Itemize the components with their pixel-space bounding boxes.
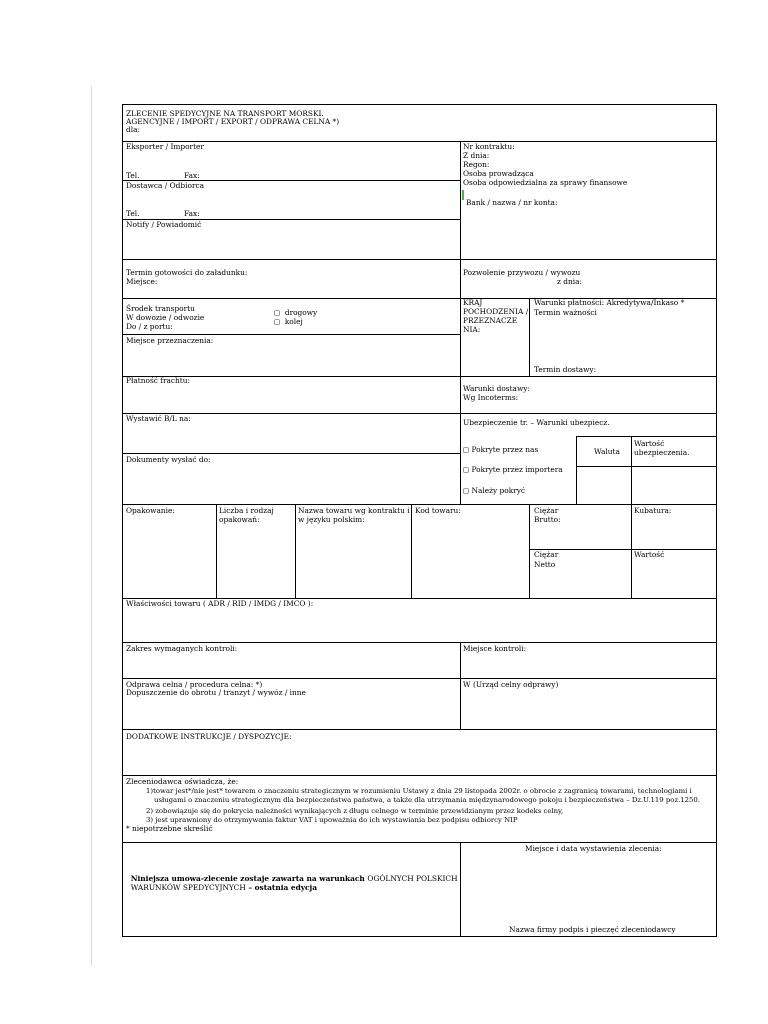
notify-label: Notify / Powiadomić: [126, 220, 202, 229]
terms-prefix: Niniejsza umowa-zlecenie zostaje zawarta na warunkach: [130, 873, 368, 883]
exporter-label: Eksporter / Importer: [126, 142, 204, 151]
documents-label: Dokumenty wysłać do:: [126, 455, 211, 464]
contract-number-label: Nr kontraktu:: [463, 142, 515, 151]
column-divider: [460, 842, 461, 937]
transport-port-label: Do / z portu:: [126, 322, 173, 331]
delivery-terms-label: Warunki dostawy:: [463, 384, 530, 393]
divider: [122, 842, 717, 843]
payment-terms-label: Warunki płatności: Akredytywa/Inkaso *: [534, 298, 685, 307]
package-count-label-1: Liczba i rodzaj: [219, 506, 274, 515]
transport-road-checkbox[interactable]: ◻ drogowy: [274, 308, 318, 317]
divider: [122, 775, 717, 776]
origin-label-2: POCHODZENIA /: [463, 307, 529, 316]
exporter-tel: Tel.: [126, 171, 140, 180]
divider: [122, 642, 717, 643]
insurance-our-checkbox[interactable]: ◻ Pokryte przez nas: [463, 445, 539, 454]
origin-label-3: PRZEZNACZE: [463, 316, 518, 325]
divider: [576, 466, 717, 467]
column-divider: [576, 436, 577, 504]
goods-value-label: Wartość: [634, 550, 665, 559]
divider: [122, 141, 717, 142]
divider: [122, 259, 717, 260]
column-divider: [460, 376, 461, 504]
contract-date-label: Z dnia:: [463, 151, 490, 160]
net-weight-label-2: Netto: [534, 560, 556, 569]
additional-instructions-label: DODATKOWE INSTRUKCJE / DYSPOZYCJE:: [126, 732, 292, 741]
incoterms-label: Wg Incoterms:: [463, 393, 519, 402]
terms-caps-2: WARUNKÓW SPEDYCYJNYCH: [130, 882, 246, 892]
transport-label: Środek transportu: [126, 304, 195, 313]
goods-code-label: Kod towaru:: [415, 506, 461, 515]
declaration-point-2: 2) zobowiązuje się do pokrycia należności wynikających z długu celnego w terminie przewidzianym przez kodeks celny,: [146, 807, 564, 815]
package-count-label-2: opakowań:: [219, 515, 260, 524]
regon-label: Regon:: [463, 160, 490, 169]
delivery-deadline-label: Termin dostawy:: [534, 365, 597, 374]
column-divider: [295, 504, 296, 598]
column-divider: [631, 504, 632, 598]
insurance-label: Ubezpieczenie tr. – Warunki ubezpiecz.: [463, 418, 610, 427]
contact-person-label: Osoba prowadząca: [463, 169, 534, 178]
validity-label: Termin ważności: [534, 308, 597, 317]
control-scope-label: Zakres wymaganych kontroli:: [126, 644, 238, 653]
destination-label: Miejsce przeznaczenia:: [126, 336, 214, 345]
form-title-line1: ZLECENIE SPEDYCYJNE NA TRANSPORT MORSKI.: [126, 109, 324, 118]
supplier-label: Dostawca / Odbiorca: [126, 181, 205, 190]
finance-person-label: Osoba odpowiedzialna za sprawy finansowe: [463, 178, 628, 187]
cursor-mark: [462, 190, 464, 200]
goods-name-label-1: Nazwa towaru wg kontraktu i: [298, 506, 410, 515]
divider: [122, 678, 717, 679]
control-place-label: Miejsce kontroli:: [463, 644, 527, 653]
declaration-point-3: 3) jest uprawniony do otrzymywania faktur VAT i upoważnia do ich wystawiania bez podpisu odbiorcy NIP: [146, 816, 518, 824]
customs-release-label: Dopuszczenie do obrotu / tranzyt / wywóz / inne: [126, 688, 306, 697]
customs-procedure-label: Odprawa celna / procedura celna: *): [126, 680, 263, 689]
declaration-point-1b: usługami o znaczeniu strategicznym dla bezpieczeństwa państwa, a także dla utrzymania międzynarodowego pokoju i bezpieczeństwa – Dz.U.119 poz.1250.: [154, 796, 700, 804]
declaration-point-1a: 1)towar jest*/nie jest* towarem o znaczeniu strategicznym w rozumieniu Ustawy z dnia 29 listopada 2002r. o obrocie z zagranicą towarami, technologiami i: [146, 787, 692, 795]
terms-line-2: [126, 875, 317, 892]
place-date-label: Miejsce i data wystawienia zlecenia:: [525, 844, 662, 853]
origin-label-1: KRAJ: [463, 298, 483, 307]
transport-rail-checkbox[interactable]: ◻ kolej: [274, 317, 303, 326]
permit-date-label: z dnia:: [557, 277, 582, 286]
insurance-currency-label: Waluta: [594, 447, 620, 456]
column-divider: [216, 504, 217, 598]
column-divider: [631, 436, 632, 504]
declaration-title: Zleceniodawca oświadcza, że:: [126, 777, 239, 786]
supplier-fax: Fax:: [184, 209, 200, 218]
insurance-value-label-1: Wartość: [634, 439, 665, 448]
insurance-required-checkbox[interactable]: ◻ Należy pokryć: [463, 486, 526, 495]
divider: [122, 729, 717, 730]
permit-label: Pozwolenie przywozu / wywozu: [463, 268, 581, 277]
terms-caps: OGÓLNYCH POLSKICH: [367, 873, 458, 883]
column-divider: [411, 504, 412, 598]
divider: [122, 453, 460, 454]
column-divider: [529, 298, 530, 376]
column-divider: [529, 504, 530, 598]
net-weight-label-1: Ciężar: [534, 550, 559, 559]
bl-label: Wystawić B/L na:: [126, 414, 191, 423]
page-edge-line: [91, 86, 92, 966]
divider: [122, 376, 717, 377]
divider: [122, 334, 460, 335]
terms-rest: – ostatnia edycja: [245, 882, 317, 892]
form-title-line3: dla:: [126, 125, 140, 134]
bank-label: Bank / nazwa / nr konta:: [466, 198, 558, 207]
divider: [576, 436, 717, 437]
transport-direction-label: W dowozie / odwozie: [126, 313, 205, 322]
readiness-place-label: Miejsce:: [126, 277, 158, 286]
origin-label-4: NIA:: [463, 325, 481, 334]
goods-name-label-2: w języku polskim:: [298, 515, 365, 524]
exporter-fax: Fax:: [184, 171, 200, 180]
insurance-value-label-2: ubezpieczenia.: [634, 448, 690, 457]
column-divider: [460, 642, 461, 729]
declaration-note: * niepotrzebne skreślić: [126, 824, 213, 833]
goods-properties-label: Właściwości towaru ( ADR / RID / IMDG / IMCO ):: [126, 599, 314, 608]
gross-weight-label-2: Brutto:: [534, 515, 561, 524]
supplier-tel: Tel.: [126, 209, 140, 218]
signature-label: Nazwa firmy podpis i pieczęć zleceniodawcy: [509, 925, 676, 934]
volume-label: Kubatura:: [634, 506, 672, 515]
form-title-line2: AGENCYJNE / IMPORT / EXPORT / ODPRAWA CELNA *): [126, 117, 340, 126]
insurance-importer-checkbox[interactable]: ◻ Pokryte przez importera: [463, 465, 563, 474]
freight-label: Płatność frachtu:: [126, 376, 191, 385]
divider: [460, 413, 717, 414]
packing-label: Opakowanie:: [126, 506, 175, 515]
divider: [122, 504, 717, 505]
column-divider: [460, 141, 461, 376]
customs-office-label: W (Urząd celny odprawy): [463, 680, 559, 689]
gross-weight-label-1: Ciężar: [534, 506, 559, 515]
readiness-label: Termin gotowości do załadunku:: [126, 268, 248, 277]
